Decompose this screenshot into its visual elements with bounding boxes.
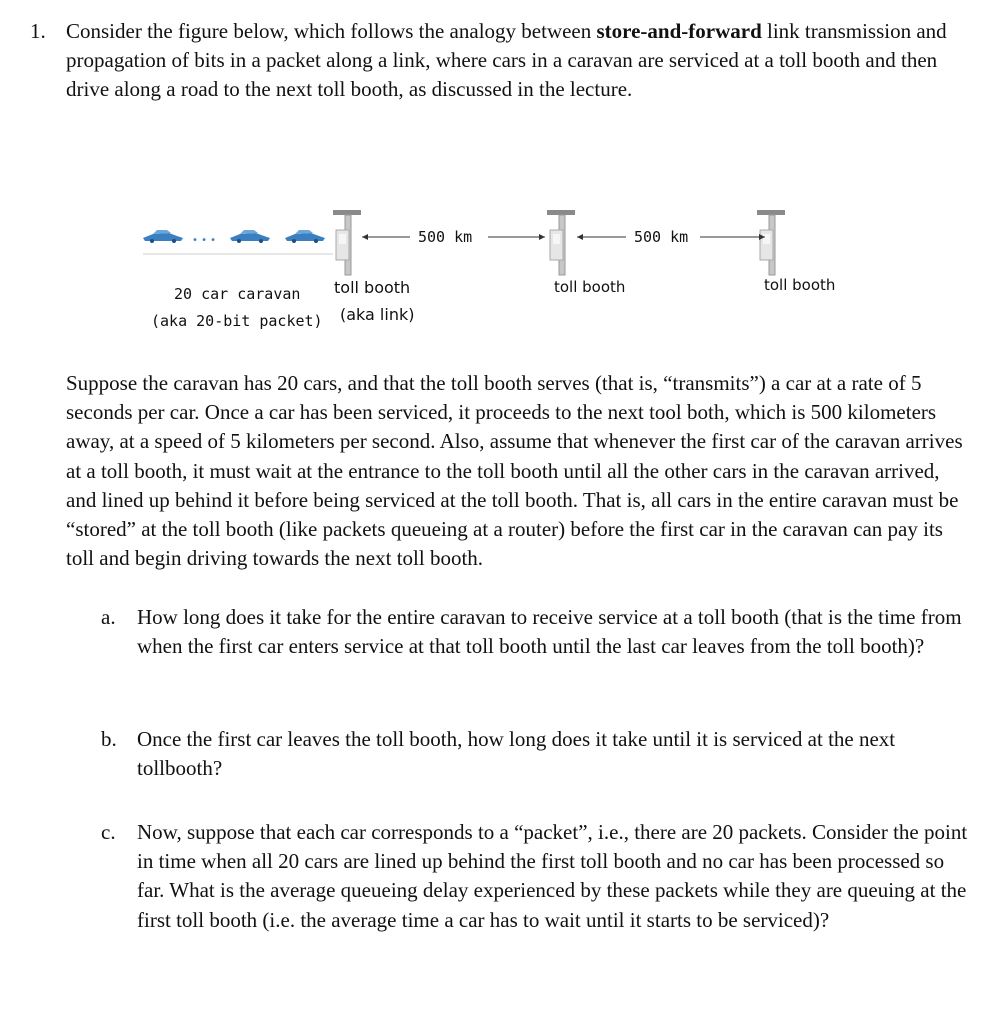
distance-label-1: 500 km [418,228,473,246]
arrowhead-left-1 [362,234,368,240]
toll-booth-3-icon [757,210,785,275]
arrowhead-left-2 [577,234,583,240]
intro-bold-term: store-and-forward [596,19,762,43]
question-intro [66,17,966,105]
intro-text-before: Consider the figure below, which follows the analogy between [66,19,597,43]
part-a-text: How long does it take for the entire caravan to receive service at a toll booth (that is the time from when the first car enters service at that toll booth until the last car leaves from the toll booth)? [137,605,962,659]
question-number: 1. [30,19,46,43]
booth-3-label: toll booth [764,276,836,294]
distance-label-2: 500 km [634,228,689,246]
booth-1-label: toll booth [334,278,411,297]
caravan-sublabel: (aka 20-bit packet) [151,312,323,330]
toll-booth-2-icon [547,210,575,275]
caravan-figure [0,190,1002,350]
booth-2-label: toll booth [554,278,626,296]
car-icon [285,230,325,243]
part-c-text: Now, suppose that each car corresponds to a “packet”, i.e., there are 20 packets. Consider the point in time when all 20 cars are lined up behind the first toll booth and no car has been processed so far. What is the average queueing delay experienced by these packets while they are queuing at the first toll booth (i.e. the average time a car has to wait until it starts to be serviced)? [137,820,968,932]
part-c-letter: c. [101,820,116,844]
car-icon [230,230,270,243]
part-b-letter: b. [101,727,117,751]
part-a-letter: a. [101,605,116,629]
caravan-label: 20 car caravan [174,285,301,303]
ellipsis-dots: • • • [192,235,217,246]
car-icon [143,230,183,243]
part-b-text: Once the first car leaves the toll booth, how long does it take until it is serviced at the next tollbooth? [137,727,896,781]
booth-1-sublabel: (aka link) [340,305,415,324]
intro-text-after: link transmission and propagation of bits in a packet along a link, where cars in a caravan are serviced at a toll booth and then drive along a road to the next toll booth, as discussed in the lecture. [66,19,947,102]
scenario-paragraph: Suppose the caravan has 20 cars, and that the toll booth serves (that is, “transmits”) a car at a rate of 5 seconds per car. Once a car has been serviced, it proceeds to the next tool both, which is 500 kilometers away, at a speed of 5 kilometers per second. Also, assume that whenever the first car of the caravan arrives at a toll booth, it must wait at the entrance to the toll booth until all the other cars in the caravan arrived, and lined up behind it before being serviced at the toll booth. That is, all cars in the entire caravan must be “stored” at the toll booth (like packets queueing at a router) before the first car in the caravan can pay its toll and begin driving towards the next toll booth. [66,371,963,571]
toll-booth-1-icon [333,210,361,275]
arrowhead-right-1 [539,234,545,240]
